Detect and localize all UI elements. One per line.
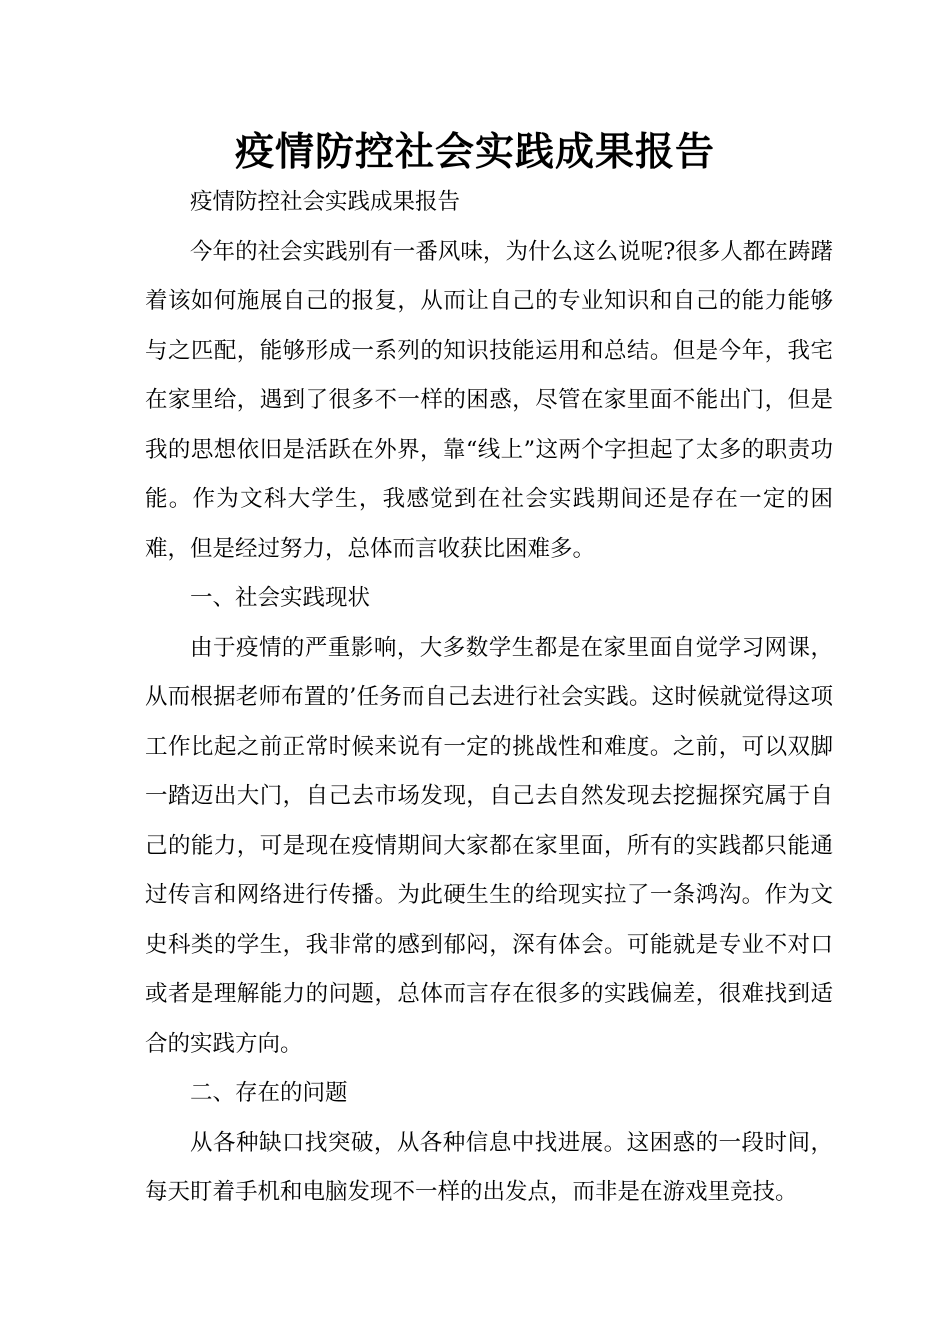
subtitle-paragraph: 疫情防控社会实践成果报告 <box>190 189 461 215</box>
document-title: 疫情防控社会实践成果报告 <box>234 130 715 175</box>
document-body <box>145 178 833 1218</box>
section-heading-problems: 二、存在的问题 <box>190 1080 348 1106</box>
problems-paragraph: 从各种缺口找突破，从各种信息中找进展。这困惑的一段时间，每天盯着手机和电脑发现不一样的出发点，而非是在游戏里竞技。 <box>145 1129 833 1205</box>
section-heading-status: 一、社会实践现状 <box>190 585 371 611</box>
intro-paragraph: 今年的社会实践别有一番风味，为什么这么说呢?很多人都在踌躇着该如何施展自己的报复，从而让自己的专业知识和自己的能力能够与之匹配，能够形成一系列的知识技能运用和总结。但是今年，我宅在家里给，遇到了很多不一样的困惑，尽管在家里面不能出门，但是我的思想依旧是活跃在外界，靠“线上”这两个字担起了太多的职责功能。作为文科大学生，我感觉到在社会实践期间还是存在一定的困难，但是经过努力，总体而言收获比困难多。 <box>145 238 833 562</box>
status-paragraph: 由于疫情的严重影响，大多数学生都是在家里面自觉学习网课，从而根据老师布置的’任务而自己去进行社会实践。这时候就觉得这项工作比起之前正常时候来说有一定的挑战性和难度。之前，可以双脚一踏迈出大门，自己去市场发现，自己去自然发现去挖掘探究属于自己的能力，可是现在疫情期间大家都在家里面，所有的实践都只能通过传言和网络进行传播。为此硬生生的给现实拉了一条鸿沟。作为文史科类的学生，我非常的感到郁闷，深有体会。可能就是专业不对口或者是理解能力的问题，总体而言存在很多的实践偏差，很难找到适合的实践方向。 <box>145 634 833 1057</box>
